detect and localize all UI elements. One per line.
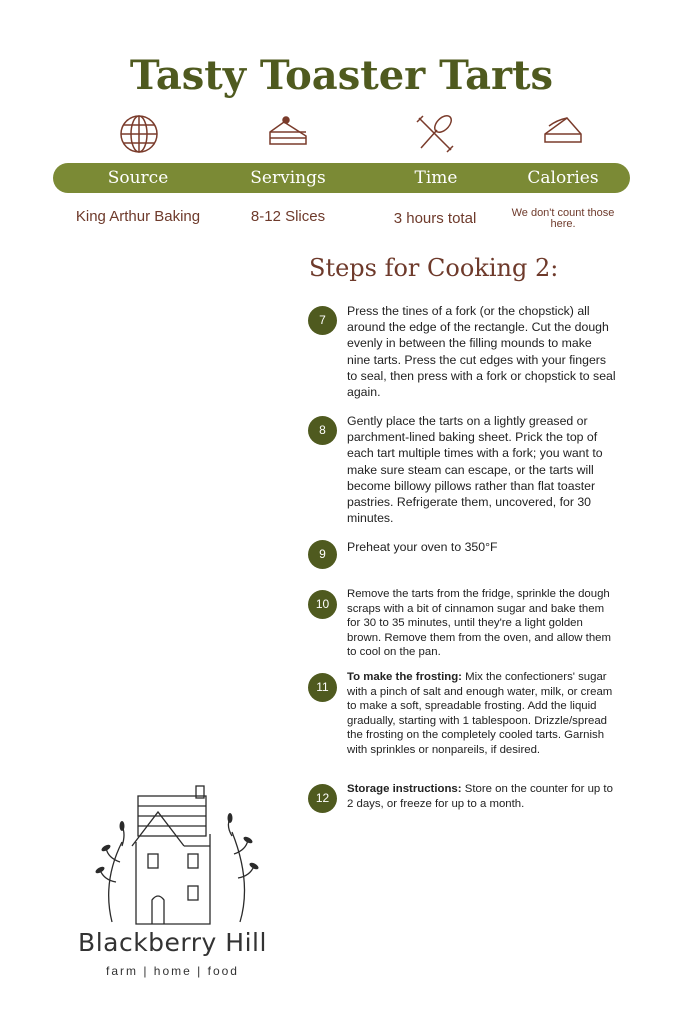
servings-value: 8-12 Slices <box>250 208 326 225</box>
calories-value: We don't count those here. <box>511 207 615 230</box>
steps-title: Steps for Cooking 2: <box>309 254 559 282</box>
brand-tagline: farm | home | food <box>106 964 239 978</box>
cake-slice-icon <box>266 112 310 156</box>
whisk-rolling-pin-icon <box>413 112 457 156</box>
time-value: 3 hours total <box>393 210 477 227</box>
band-label-time: Time <box>414 168 458 188</box>
step-number: 11 <box>308 673 337 702</box>
step-text: Preheat your oven to 350°F <box>347 540 498 554</box>
step-number: 12 <box>308 784 337 813</box>
band-label-calories: Calories <box>527 168 599 188</box>
step-text: Remove the tarts from the fridge, sprinkle the dough scraps with a bit of cinnamon sugar and bake them for 30 to 35 minutes, until they're a light golden brown. Remove them from the oven, and allow them to cool on the pan. <box>347 588 612 658</box>
source-value: King Arthur Baking <box>75 208 201 225</box>
pie-slice-icon <box>541 112 585 156</box>
globe-icon <box>117 112 161 156</box>
band-label-servings: Servings <box>250 168 326 188</box>
step-text: Gently place the tarts on a lightly greased or parchment-lined baking sheet. Prick the top of each tart multiple times with a fork; you want to make sure steam can escape, or the tarts will become billowy pillows rather than flat toaster pastries. Refrigerate them, uncovered, for 30 minutes. <box>347 414 603 526</box>
step-number: 9 <box>308 540 337 569</box>
step-text: Press the tines of a fork (or the chopstick) all around the edge of the rectangle. Cut the dough evenly in between the filling mounds to make nine tarts. Press the cut edges with your fingers to seal, then press with a fork or chopstick to seal again. <box>347 304 616 400</box>
band-label-source: Source <box>107 168 169 188</box>
step-text: To make the frosting: Mix the confectioners' sugar with a pinch of salt and enough water, milk, or cream to make a soft, spreadable frosting. Add the liquid gradually, starting with 1 tablespoon. Drizzle/spread the frosting on the completely cooled tarts. Garnish with sprinkles or nonpareils, if desired. <box>347 671 613 756</box>
brand-name: Blackberry Hill <box>78 928 267 957</box>
house-logo-icon <box>92 782 262 932</box>
step-number: 7 <box>308 306 337 335</box>
step-text: Storage instructions: Store on the counter for up to 2 days, or freeze for up to a month. <box>347 783 613 810</box>
step-number: 10 <box>308 590 337 619</box>
page-title: Tasty Toaster Tarts <box>129 52 554 99</box>
step-number: 8 <box>308 416 337 445</box>
